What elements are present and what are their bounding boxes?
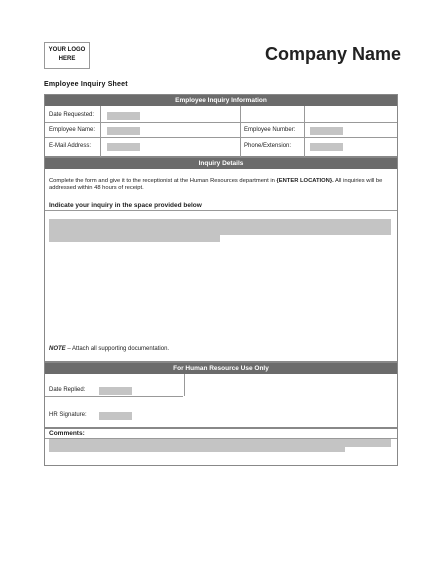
inquiry-text-field[interactable] xyxy=(49,219,391,235)
note-label: NOTE xyxy=(49,346,66,352)
instructions-part2: All inquiries will be addressed within 48 hours of receipt. xyxy=(49,178,383,191)
note-text xyxy=(49,346,169,352)
date-replied-label: Date Replied: xyxy=(49,387,86,393)
inquiry-details-header: Inquiry Details xyxy=(45,158,397,169)
divider xyxy=(184,374,185,396)
sheet-title: Employee Inquiry Sheet xyxy=(44,81,128,88)
employee-info-header: Employee Inquiry Information xyxy=(45,95,397,106)
comments-field-line2[interactable] xyxy=(49,447,345,452)
date-requested-label: Date Requested: xyxy=(49,112,95,118)
divider xyxy=(240,106,241,157)
logo-text-line2: HERE xyxy=(58,56,76,62)
date-requested-field[interactable] xyxy=(107,112,140,120)
logo-text-line1: YOUR LOGO xyxy=(48,47,86,53)
hr-signature-label: HR Signature: xyxy=(49,412,87,418)
phone-field[interactable] xyxy=(310,143,343,151)
company-name: Company Name xyxy=(264,44,401,64)
inquiry-details-section xyxy=(44,157,398,362)
employee-info-section xyxy=(44,94,398,157)
location-placeholder: {ENTER LOCATION}. xyxy=(276,178,334,184)
divider xyxy=(45,396,183,397)
divider xyxy=(100,106,101,157)
company-logo xyxy=(44,42,90,69)
comments-section xyxy=(44,428,398,466)
divider xyxy=(304,106,305,157)
hr-section xyxy=(44,362,398,428)
hr-section-header: For Human Resource Use Only xyxy=(45,363,397,374)
email-field[interactable] xyxy=(107,143,140,151)
divider xyxy=(45,210,397,211)
email-label: E-Mail Address: xyxy=(49,143,92,149)
inquiry-text-field-line2[interactable] xyxy=(49,235,220,242)
employee-number-field[interactable] xyxy=(310,127,343,135)
phone-label: Phone/Extension: xyxy=(244,143,292,149)
date-replied-field[interactable] xyxy=(99,387,132,395)
note-body: – Attach all supporting documentation. xyxy=(65,346,170,352)
instructions-part1: Complete the form and give it to the receptionist at the Human Resources department in xyxy=(49,178,275,184)
employee-name-field[interactable] xyxy=(107,127,140,135)
employee-name-label: Employee Name: xyxy=(49,127,96,133)
employee-number-label: Employee Number: xyxy=(244,127,296,133)
inquiry-prompt: Indicate your inquiry in the space provided below xyxy=(49,202,202,209)
comments-label: Comments: xyxy=(49,430,85,437)
hr-signature-field[interactable] xyxy=(99,412,132,420)
divider xyxy=(45,137,397,138)
comments-field[interactable] xyxy=(49,439,391,447)
instructions-text xyxy=(49,178,395,192)
divider xyxy=(45,122,397,123)
